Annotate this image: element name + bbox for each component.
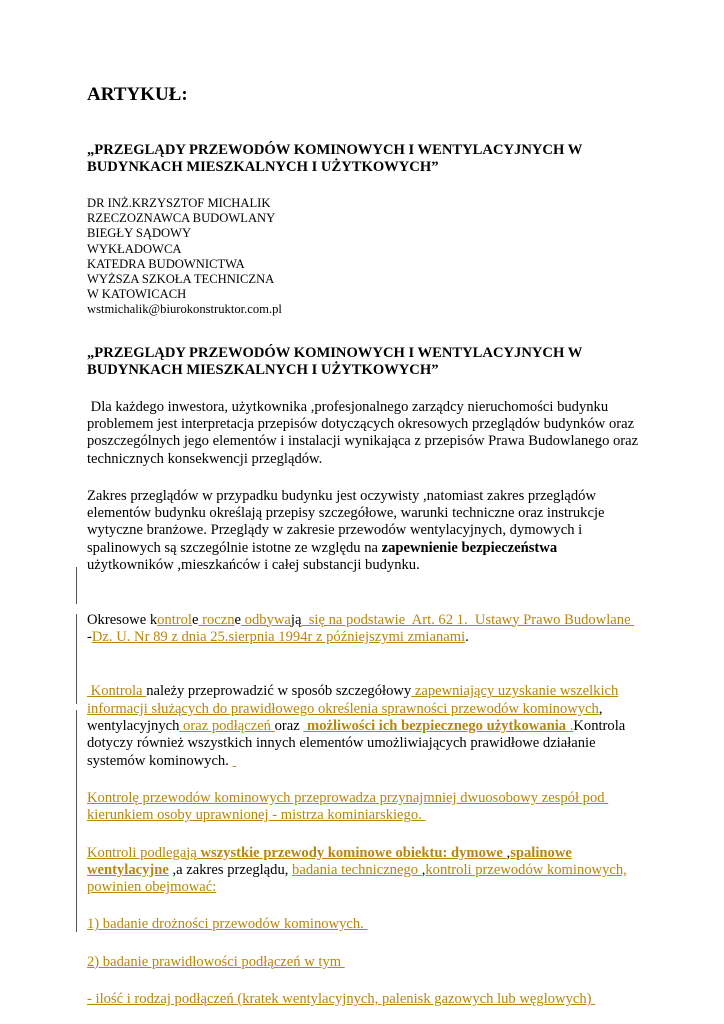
inserted-text: oraz podłączeń	[179, 718, 275, 735]
inserted-text	[233, 753, 237, 769]
text-line: użytkowników ,mieszkańców i całej substancji budynku.	[87, 557, 420, 573]
subtitle-line-1: „PRZEGLĄDY PRZEWODÓW KOMINOWYCH I WENTYLACYJNYCH W	[87, 344, 583, 361]
inserted-text: badania technicznego	[292, 861, 422, 878]
author-line: DR INŻ.KRZYSZTOF MICHALIK	[87, 196, 271, 210]
paragraph-subject	[87, 845, 647, 897]
text: ,a zakres przeglądu,	[168, 861, 293, 878]
author-block	[87, 196, 647, 318]
text: ją	[290, 611, 302, 628]
inserted-text: 2) badanie prawidłowości podłączeń w tym	[87, 953, 345, 970]
inserted-text: powinien obejmować:	[87, 879, 217, 896]
subtitle-line-2: BUDYNKACH MIESZKALNYCH I UŻYTKOWYCH”	[87, 361, 439, 378]
author-line: RZECZOZNAWCA BUDOWLANY	[87, 211, 276, 226]
text-line: spalinowych są szczególnie istotne ze względu na	[87, 539, 382, 556]
text: e	[192, 611, 199, 628]
text: należy przeprowadzić w sposób szczegółowy	[146, 683, 412, 700]
text: .	[465, 628, 469, 645]
subtitle-line-1: „PRZEGLĄDY PRZEWODÓW KOMINOWYCH I WENTYLACYJNYCH W	[87, 142, 583, 158]
text: oraz	[274, 718, 304, 735]
inserted-text: odbywa	[241, 611, 291, 628]
text: -	[87, 628, 92, 645]
text: ,	[506, 844, 511, 861]
text-line: problemem jest interpretacja przepisów dotyczących okresowych przeglądów budynków oraz	[87, 415, 635, 432]
article-heading: ARTYKUŁ:	[87, 84, 188, 105]
inserted-text: Kontrolę przewodów kominowych przeprowadza przynajmniej dwuosobowy zespół pod	[87, 789, 609, 806]
inserted-text: kontroli przewodów kominowych,	[425, 861, 627, 878]
article-subtitle	[87, 142, 647, 176]
text-line: wytyczne branżowe. Przeglądy w zakresie przewodów wentylacyjnych, dymowych i	[87, 522, 583, 539]
inserted-text: informacji służących do prawidłowego określenia sprawności przewodów kominowych	[87, 700, 599, 717]
text-line: Dla każdego inwestora, użytkownika ,profesjonalnego zarządcy nieruchomości budynku	[87, 398, 609, 415]
inserted-text: zapewniający uzyskanie wszelkich	[411, 683, 619, 700]
inserted-text: .	[569, 718, 574, 735]
inserted-text: się na podstawie Art. 62 1. Ustawy Prawo Budowlane	[301, 611, 635, 628]
change-bar	[76, 710, 77, 932]
list-item	[87, 954, 647, 971]
text: systemów kominowych.	[87, 752, 233, 769]
inserted-text: Kontrola	[87, 683, 147, 700]
author-email: wstmichalik@biurokonstruktor.com.pl	[87, 302, 282, 317]
list-item	[87, 991, 647, 1008]
inserted-text: - ilość i rodzaj podłączeń (kratek wentylacyjnych, palenisk gazowych lub węglowych)	[87, 991, 596, 1008]
change-bar	[76, 614, 77, 704]
inserted-bold-text: wszystkie przewody kominowe obiektu: dymowe	[200, 844, 507, 861]
paragraph-intro	[87, 399, 647, 468]
text-line: elementów budynku określają przepisy szczegółowe, warunki techniczne oraz instrukcje	[87, 505, 605, 522]
subtitle-line-2: BUDYNKACH MIESZKALNYCH I UŻYTKOWYCH”	[87, 159, 439, 175]
text-line: technicznych konsekwencji przeglądów.	[87, 450, 323, 467]
article-subtitle-repeat	[87, 345, 647, 379]
paragraph-periodic	[87, 594, 647, 646]
inserted-bold-text: wentylacyjne	[87, 861, 169, 878]
text: ,	[421, 861, 426, 878]
author-line: KATEDRA BUDOWNICTWA	[87, 256, 245, 271]
inserted-text: ontrol	[157, 611, 192, 628]
author-line: BIEGŁY SĄDOWY	[87, 226, 192, 241]
text: Kontrola	[573, 718, 626, 735]
paragraph-team	[87, 790, 647, 825]
text: wentylacyjnych	[87, 718, 180, 735]
inserted-bold-text: możliwości ich bezpiecznego użytkowania	[303, 718, 570, 735]
inserted-text: Dz. U. Nr 89 z dnia 25.sierpnia 1994r z późniejszymi zmianami	[91, 628, 466, 645]
inserted-text: 1) badanie drożności przewodów kominowych.	[87, 916, 368, 933]
inserted-text: Kontroli podlegają	[87, 844, 201, 861]
document-page	[87, 84, 647, 1008]
text-line: Zakres przeglądów w przypadku budynku jest oczywisty ,natomiast zakres przeglądów	[87, 487, 596, 504]
text: e	[234, 611, 242, 628]
bold-text: zapewnienie bezpieczeństwa	[381, 539, 558, 556]
inserted-text: roczn	[198, 611, 235, 628]
text: Okresowe k	[87, 611, 158, 628]
paragraph-scope	[87, 488, 647, 574]
paragraph-control	[87, 666, 647, 770]
change-bar	[76, 567, 77, 604]
text: dotyczy również wszystkich innych elementów umożliwiających prawidłowe działanie	[87, 735, 596, 752]
list-item	[87, 916, 647, 933]
author-line: W KATOWICACH	[87, 287, 187, 302]
text-line: poszczególnych jego elementów i instalacji wynikająca z przepisów Prawa Budowlanego oraz	[87, 433, 639, 450]
inserted-text: kierunkiem osoby uprawnionej - mistrza kominiarskiego.	[87, 807, 426, 824]
text: ,	[598, 700, 603, 717]
author-line: WYŻSZA SZKOŁA TECHNICZNA	[87, 272, 275, 287]
author-line: WYKŁADOWCA	[87, 241, 182, 256]
inserted-bold-text: spalinowe	[510, 844, 572, 861]
